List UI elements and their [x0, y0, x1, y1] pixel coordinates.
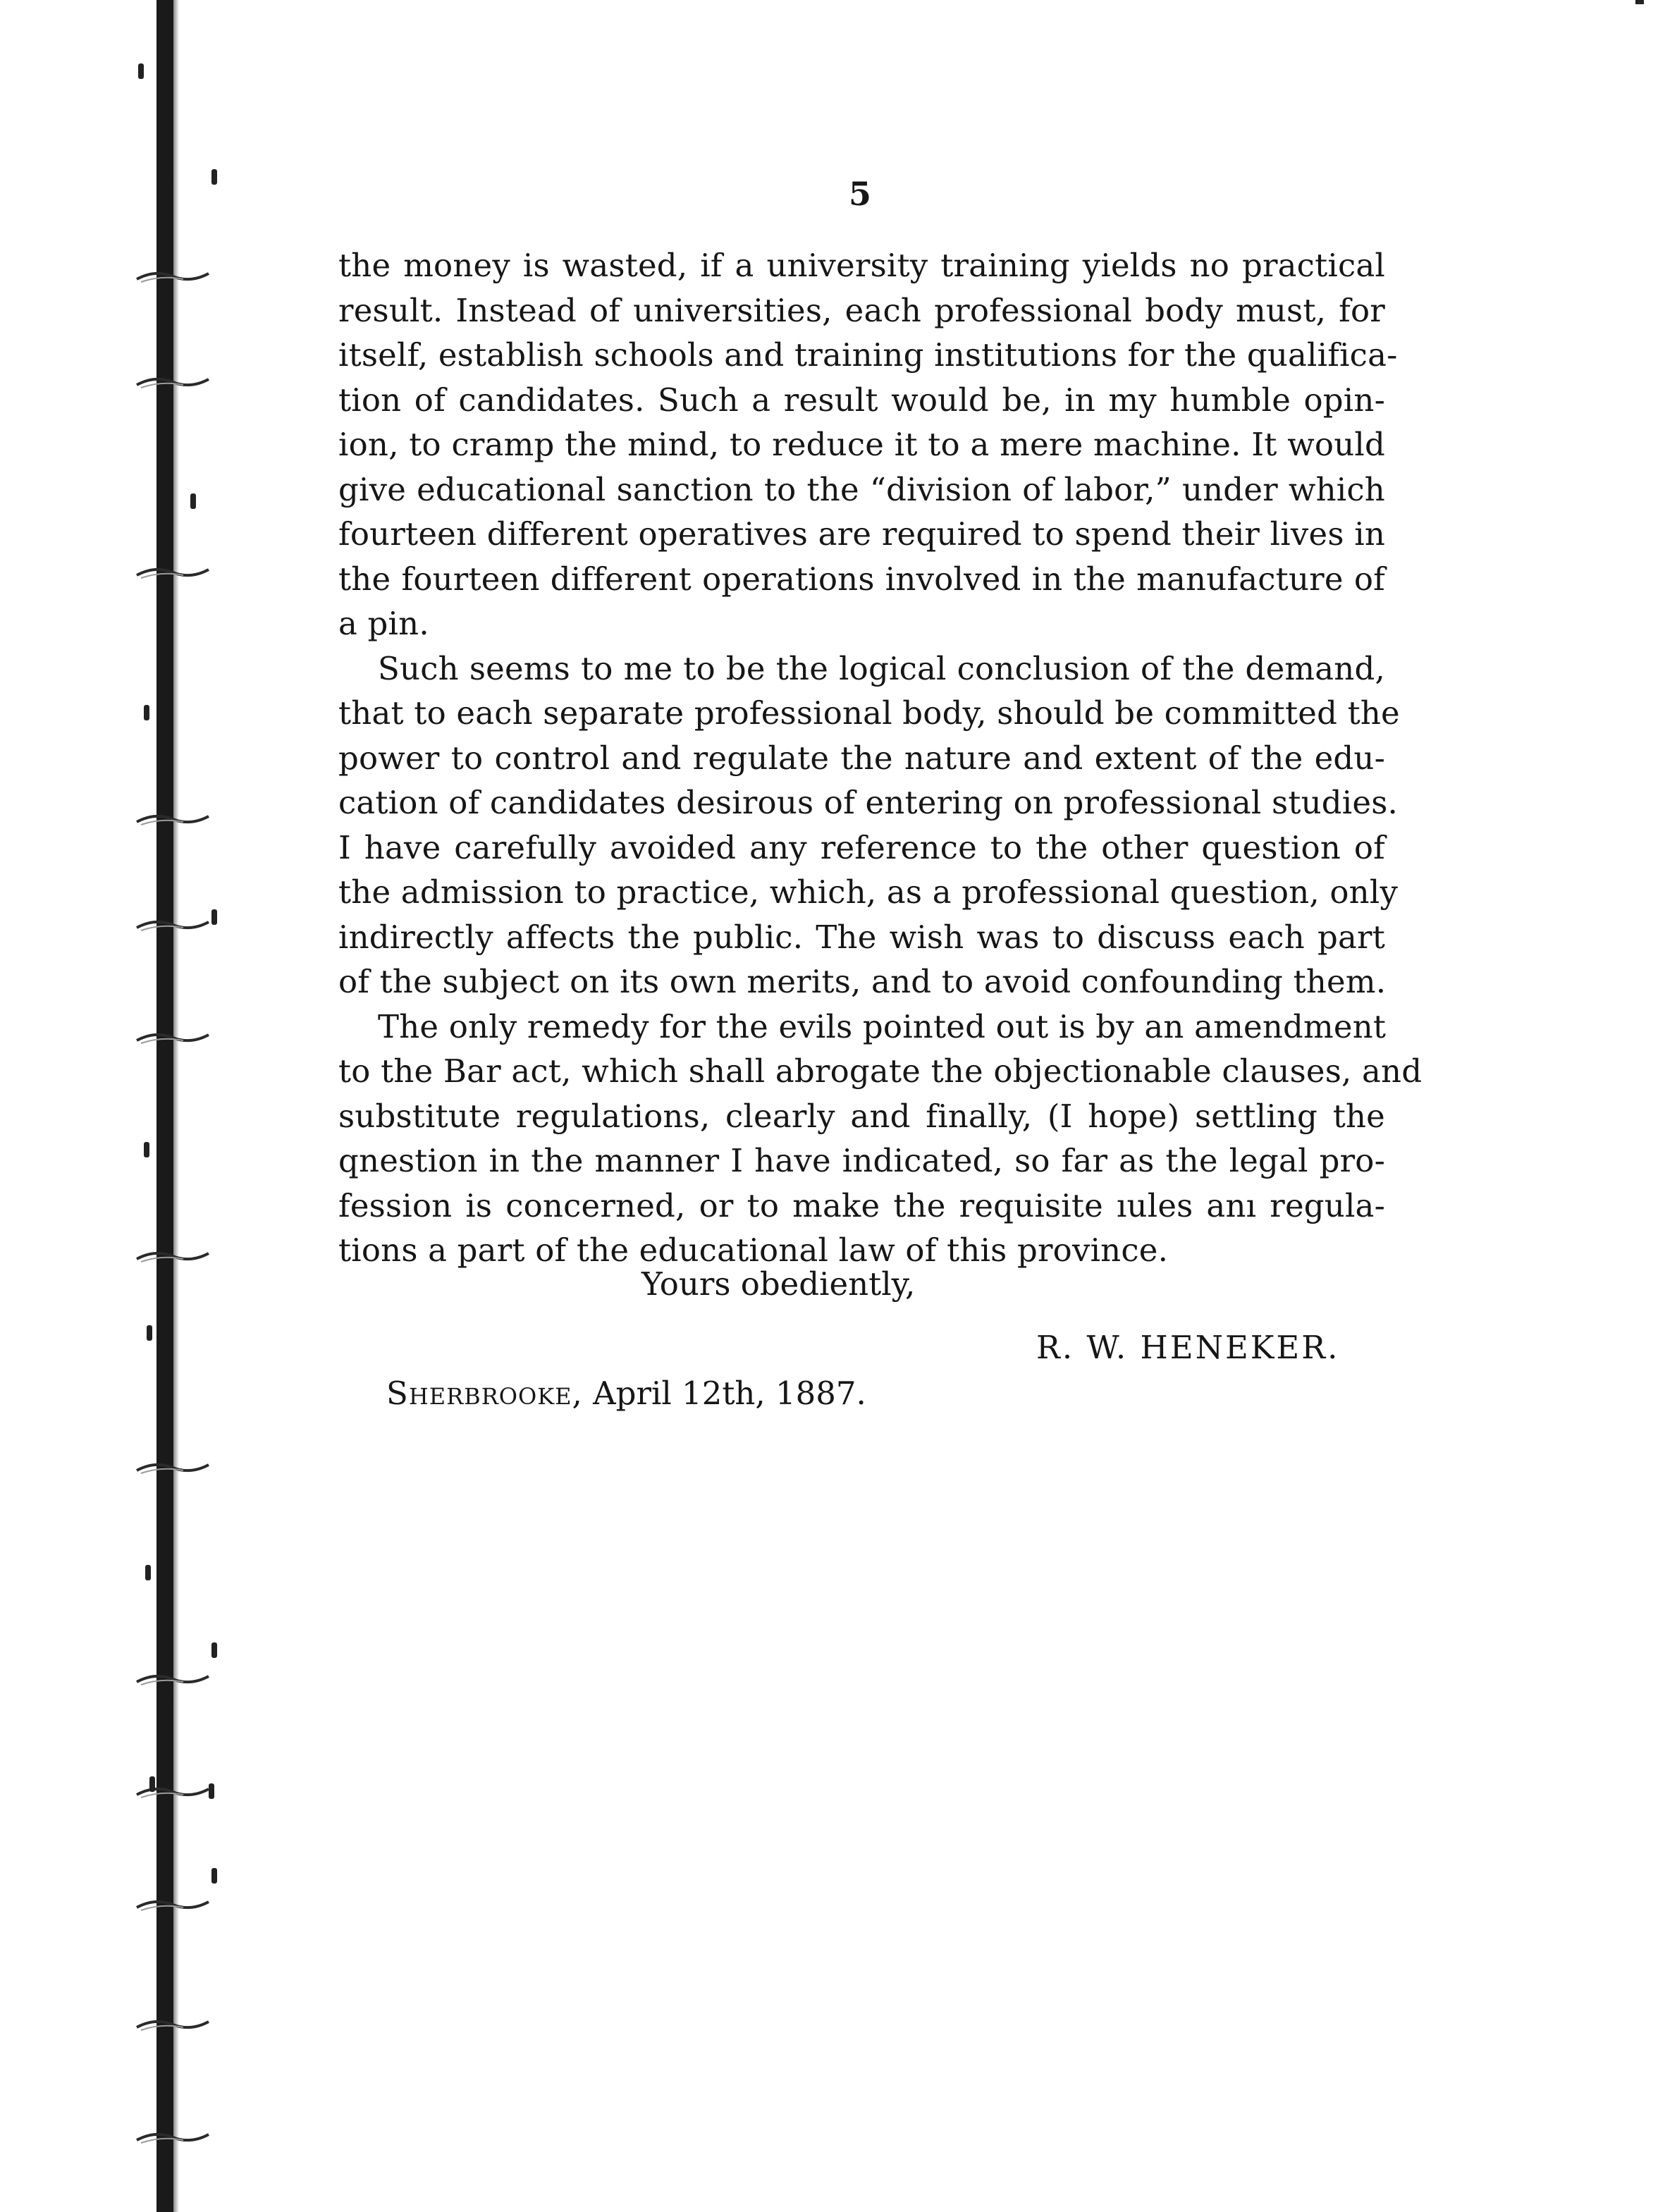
- body-line: that to each separate professional body, should be committed the: [338, 694, 1400, 732]
- letter-body: [338, 243, 1423, 1273]
- gutter-mark: [211, 909, 217, 925]
- body-line: the money is wasted, if a university training yields no practical: [338, 247, 1385, 284]
- gutter-mark: [211, 1868, 217, 1884]
- body-line: substitute regulations, clearly and finally, (I hope) settling the: [338, 1097, 1385, 1135]
- body-line: to the Bar act, which shall abrogate the objectionable clauses, and: [338, 1052, 1423, 1090]
- binding-stitch: [134, 1896, 211, 1915]
- body-line: I have carefully avoided any reference to the other question of: [338, 828, 1385, 866]
- body-line: cation of candidates desirous of entering on professional studies.: [338, 784, 1399, 821]
- body-line: tions a part of the educational law of this province.: [338, 1231, 1169, 1269]
- page-number: 5: [848, 175, 871, 213]
- gutter-mark: [209, 1783, 214, 1799]
- body-line: give educational sanction to the “division of labor,” under which: [338, 470, 1385, 508]
- body-line: fession is concerned, or to make the requisite ıules anı regula-: [338, 1186, 1385, 1224]
- binding-stitch: [134, 1671, 211, 1689]
- body-line: of the subject on its own merits, and to avoid confounding them.: [338, 963, 1387, 1000]
- body-line: indirectly affects the public. The wish was to discuss each part: [338, 918, 1385, 956]
- body-line: the fourteen different operations involved in the manufacture of: [338, 560, 1385, 598]
- body-line: The only remedy for the evils pointed out is by an amendment: [378, 1007, 1387, 1045]
- binding-stitch: [134, 1783, 211, 1802]
- body-line: Such seems to me to be the logical conclusion of the demand,: [378, 649, 1385, 687]
- body-line: power to control and regulate the nature and extent of the edu-: [338, 739, 1385, 777]
- gutter-mark: [211, 169, 217, 185]
- body-line: tion of candidates. Such a result would be, in my humble opin-: [338, 381, 1385, 419]
- gutter-mark: [190, 493, 196, 509]
- gutter-mark: [149, 1776, 155, 1792]
- gutter-mark: [145, 1565, 151, 1580]
- date: April 12th, 1887.: [593, 1375, 866, 1412]
- body-line: itself, establish schools and training institutions for the qualifica-: [338, 336, 1398, 374]
- scan-mark: [1635, 0, 1644, 4]
- binding-stitch: [134, 564, 211, 582]
- gutter-mark: [144, 705, 149, 720]
- binding-shadow: [173, 0, 179, 2212]
- book-binding: [156, 0, 173, 2212]
- binding-stitch: [134, 1459, 211, 1477]
- body-line: fourteen different operatives are required to spend their lives in: [338, 515, 1385, 553]
- body-line: result. Instead of universities, each professional body must, for: [338, 291, 1385, 329]
- gutter-mark: [138, 63, 144, 79]
- binding-stitch: [134, 268, 211, 286]
- body-line: a pin.: [338, 605, 429, 642]
- binding-stitch: [134, 1029, 211, 1047]
- body-line: ion, to cramp the mind, to reduce it to a mere machine. It would: [338, 426, 1385, 463]
- closing-salutation: Yours obediently,: [641, 1265, 916, 1303]
- binding-stitch: [134, 916, 211, 935]
- gutter-mark: [144, 1142, 149, 1157]
- body-line: the admission to practice, which, as a professional question, only: [338, 873, 1399, 911]
- binding-stitch: [134, 374, 211, 392]
- gutter-mark: [211, 1642, 217, 1658]
- signature: R. W. HENEKER.: [1036, 1329, 1340, 1366]
- gutter-mark: [147, 1325, 152, 1341]
- body-line: qnestion in the manner I have indicated, so far as the legal pro-: [338, 1142, 1385, 1179]
- place: Sherbrooke,: [386, 1375, 583, 1412]
- binding-stitch: [134, 2016, 211, 2034]
- binding-stitch: [134, 2129, 211, 2147]
- binding-stitch: [134, 1248, 211, 1266]
- binding-stitch: [134, 811, 211, 829]
- place-and-date: [386, 1371, 866, 1415]
